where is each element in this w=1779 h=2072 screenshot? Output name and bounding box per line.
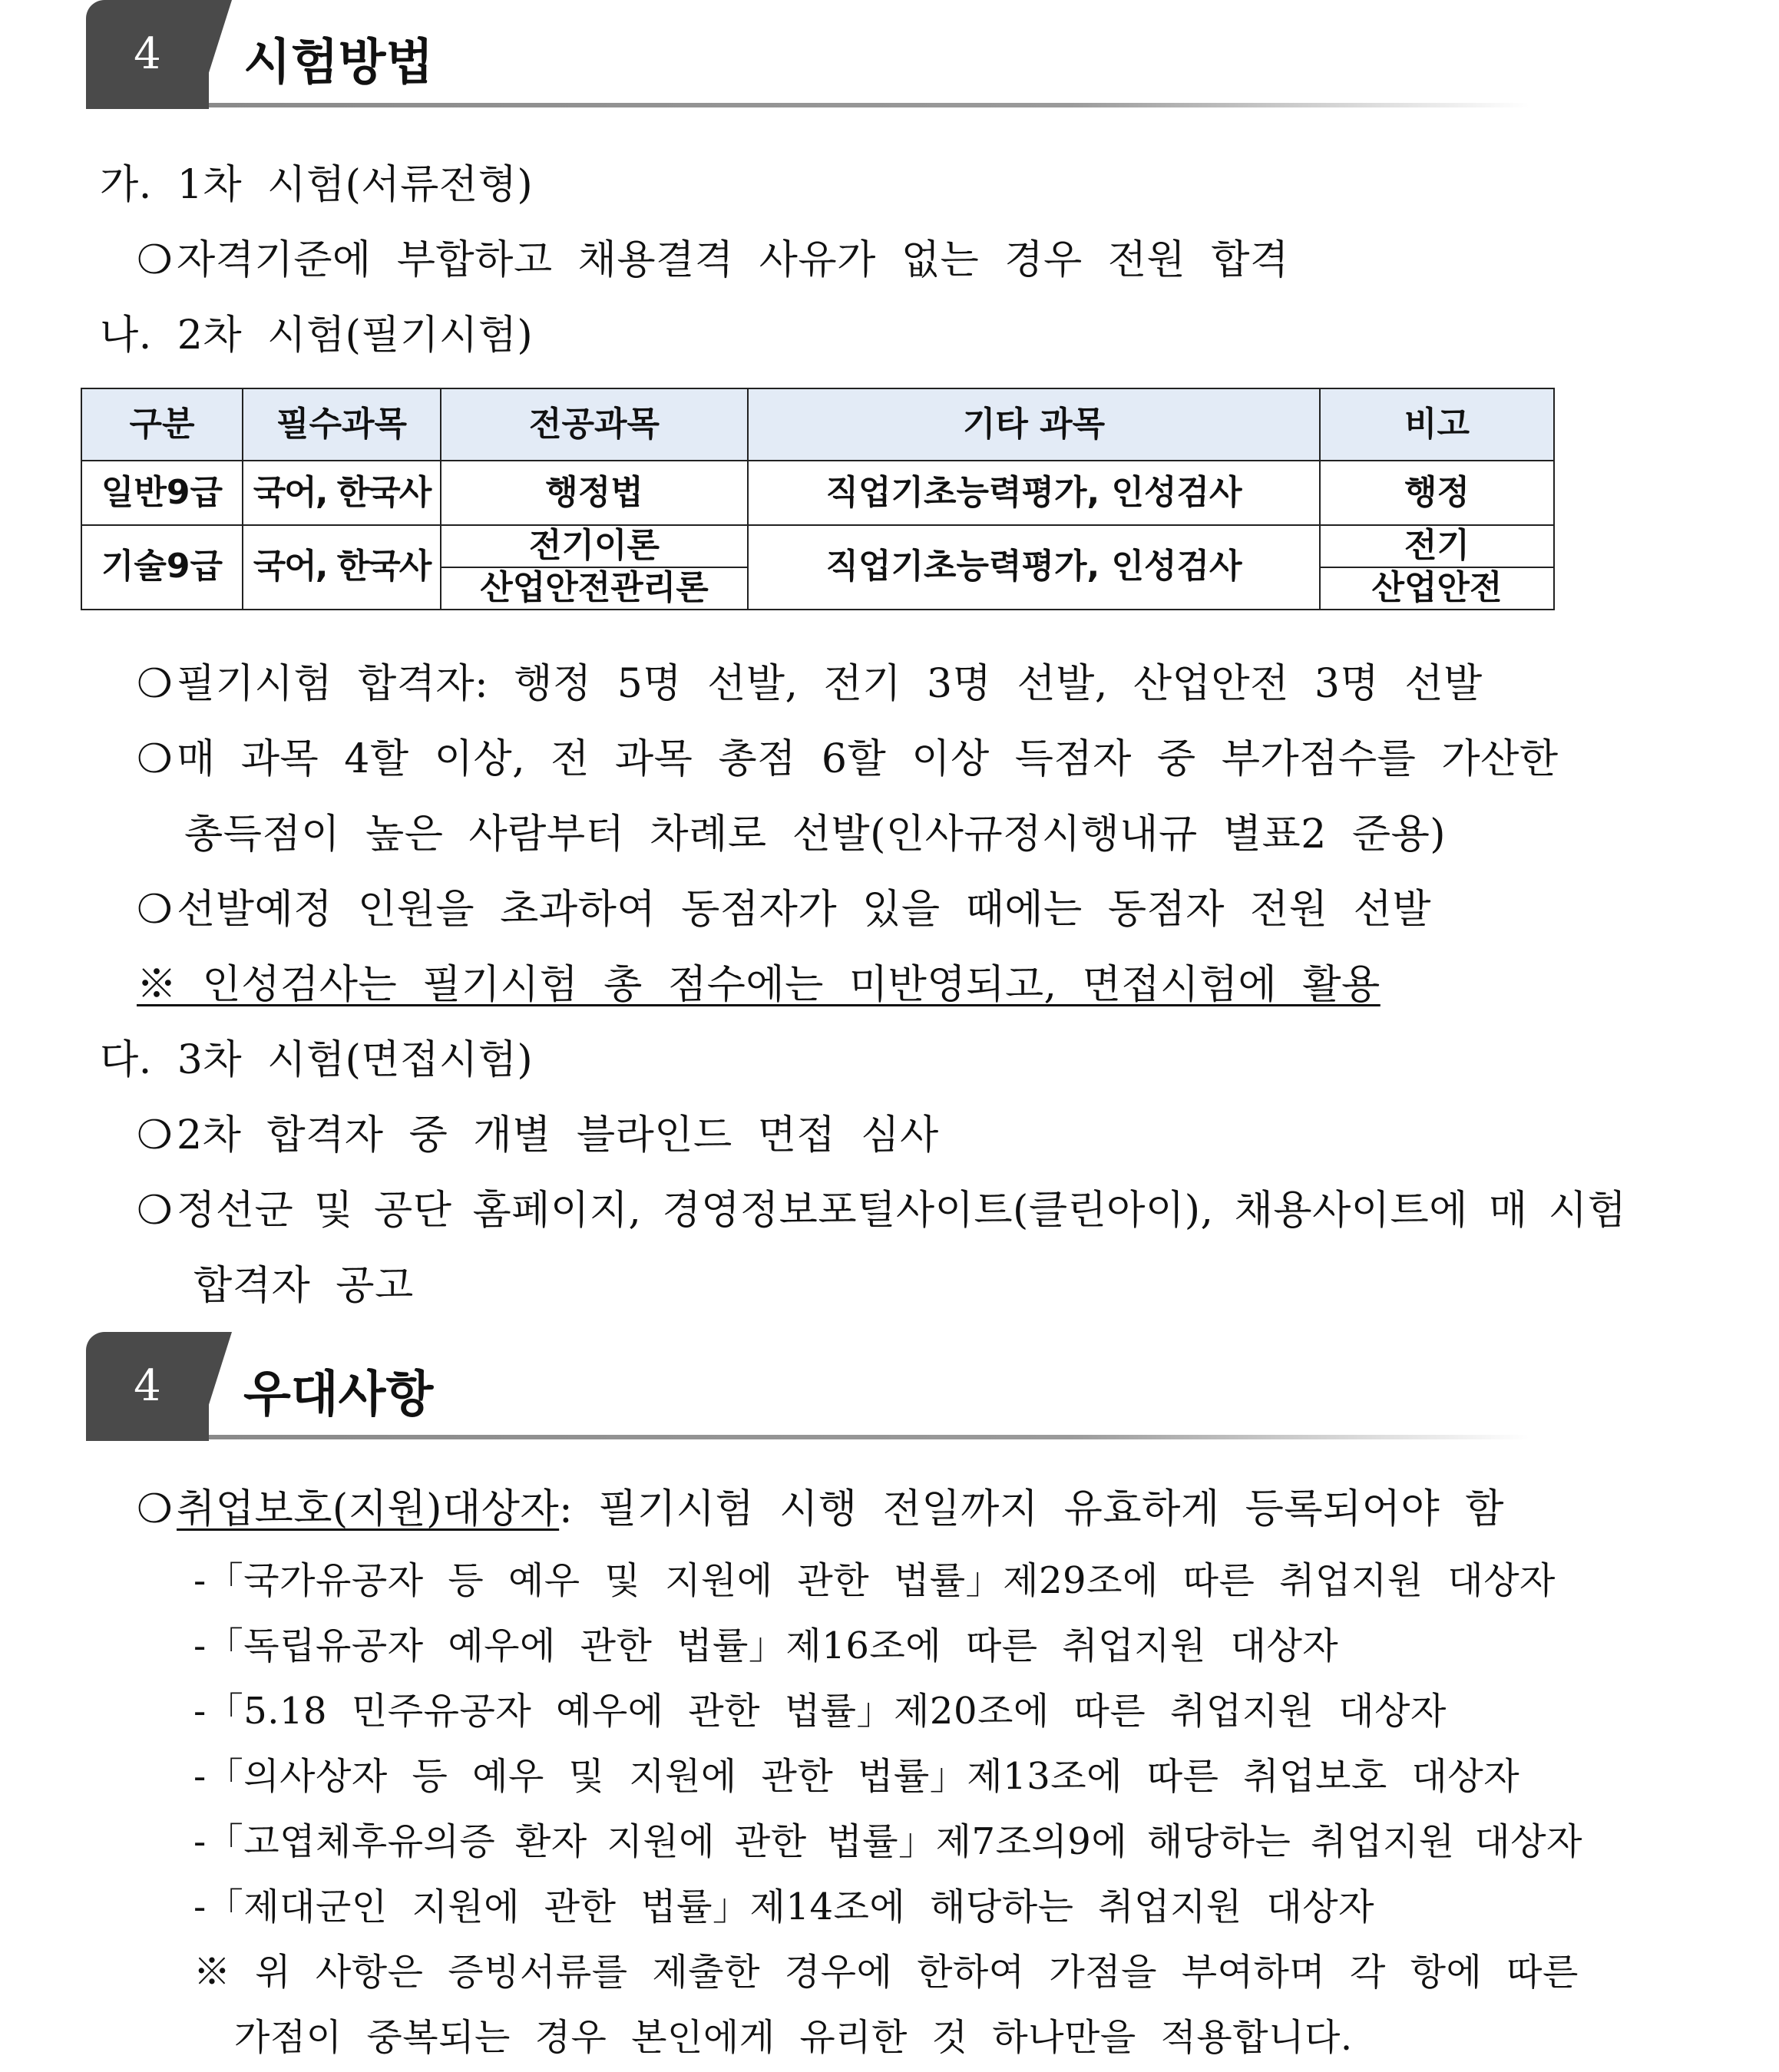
exam1-bullet-text: 자격기준에 부합하고 채용결격 사유가 없는 경우 전원 합격 bbox=[177, 237, 1289, 283]
table-cell: 전기 bbox=[1320, 525, 1554, 567]
table-header-cell: 필수과목 bbox=[243, 388, 441, 461]
table-header-row bbox=[81, 388, 1554, 461]
table-header-cell: 구분 bbox=[81, 388, 243, 461]
bullet-icon: ❍ bbox=[137, 237, 174, 283]
table-header-cell: 기타 과목 bbox=[748, 388, 1320, 461]
table-header-cell: 비고 bbox=[1320, 388, 1554, 461]
exam3-heading: 다. 3차 시험(면접시험) bbox=[100, 1037, 534, 1083]
table-cell: 직업기초능력평가, 인성검사 bbox=[748, 461, 1320, 525]
exam2-bullet-3-text: 선발예정 인원을 초과하여 동점자가 있을 때에는 동점자 전원 선발 bbox=[177, 887, 1431, 933]
exam3-bullet-2 bbox=[137, 1178, 1626, 1235]
section-title: 시험방법 bbox=[243, 35, 434, 91]
list-item: -「국가유공자 등 예우 및 지원에 관한 법률」제29조에 따른 취업지원 대상자 bbox=[193, 1559, 1556, 1602]
exam2-bullet-2-text: 매 과목 4할 이상, 전 과목 총점 6할 이상 득점자 중 부가점수를 가산한 bbox=[177, 736, 1559, 782]
exam3-bullet-1-text: 2차 합격자 중 개별 블라인드 면접 심사 bbox=[177, 1112, 939, 1158]
table-cell: 산업안전관리론 bbox=[441, 567, 748, 610]
exam1-heading: 가. 1차 시험(서류전형) bbox=[100, 162, 534, 208]
bullet-icon: ❍ bbox=[137, 887, 174, 933]
written-exam-table bbox=[81, 388, 1555, 610]
exam2-note: ※ 인성검사는 필기시험 총 점수에는 미반영되고, 면접시험에 활용 bbox=[137, 962, 1381, 1008]
bullet-icon: ❍ bbox=[137, 736, 174, 782]
section-number: 4 bbox=[134, 1361, 161, 1411]
exam2-heading: 나. 2차 시험(필기시험) bbox=[100, 312, 534, 359]
table-cell: 국어, 한국사 bbox=[243, 525, 441, 610]
bullet-icon: ❍ bbox=[137, 1188, 174, 1234]
section-number: 4 bbox=[134, 29, 161, 79]
preference-bullet-label: 취업보호(지원)대상자 bbox=[177, 1486, 560, 1532]
table-row bbox=[81, 461, 1554, 525]
bullet-icon: ❍ bbox=[137, 1486, 174, 1532]
table-cell: 산업안전 bbox=[1320, 567, 1554, 610]
exam2-bullet-2-cont: 총득점이 높은 사람부터 차례로 선발(인사규정시행내규 별표2 준용) bbox=[184, 811, 1447, 858]
list-item: -「제대군인 지원에 관한 법률」제14조에 해당하는 취업지원 대상자 bbox=[193, 1885, 1375, 1928]
table-cell: 기술9급 bbox=[81, 525, 243, 610]
preference-bullet bbox=[137, 1476, 1504, 1534]
table-cell: 행정법 bbox=[441, 461, 748, 525]
preference-note: ※ 위 사항은 증빙서류를 제출한 경우에 한하여 가점을 부여하며 각 항에 따른 bbox=[193, 1951, 1579, 1994]
list-item: -「독립유공자 예우에 관한 법률」제16조에 따른 취업지원 대상자 bbox=[193, 1624, 1339, 1667]
exam2-bullet-1 bbox=[137, 651, 1483, 709]
table-cell: 직업기초능력평가, 인성검사 bbox=[748, 525, 1320, 610]
section-header-exam-method bbox=[86, 0, 1529, 111]
section-header-preference bbox=[86, 1332, 1529, 1443]
table-cell: 일반9급 bbox=[81, 461, 243, 525]
bullet-icon: ❍ bbox=[137, 661, 174, 707]
exam2-bullet-1-text: 필기시험 합격자: 행정 5명 선발, 전기 3명 선발, 산업안전 3명 선발 bbox=[177, 661, 1483, 707]
table-cell: 전기이론 bbox=[441, 525, 748, 567]
list-item: -「고엽체후유의증 환자 지원에 관한 법률」제7조의9에 해당하는 취업지원 대상자 bbox=[193, 1820, 1583, 1863]
list-item: -「의사상자 등 예우 및 지원에 관한 법률」제13조에 따른 취업보호 대상자 bbox=[193, 1755, 1520, 1798]
exam2-bullet-3 bbox=[137, 877, 1431, 934]
preference-bullet-text: : 필기시험 시행 전일까지 유효하게 등록되어야 함 bbox=[559, 1486, 1505, 1532]
table-header-cell: 전공과목 bbox=[441, 388, 748, 461]
table-cell: 행정 bbox=[1320, 461, 1554, 525]
section-divider bbox=[209, 1435, 1529, 1439]
bullet-icon: ❍ bbox=[137, 1112, 174, 1158]
table-cell: 국어, 한국사 bbox=[243, 461, 441, 525]
exam3-bullet-1 bbox=[137, 1102, 939, 1160]
section-divider bbox=[209, 103, 1529, 107]
exam2-bullet-2 bbox=[137, 726, 1559, 784]
exam1-bullet bbox=[137, 227, 1289, 285]
exam3-bullet-2-cont: 합격자 공고 bbox=[193, 1263, 414, 1309]
exam3-bullet-2-text: 정선군 및 공단 홈페이지, 경영정보포털사이트(클린아이), 채용사이트에 매 시험 bbox=[177, 1188, 1627, 1234]
list-item: -「5.18 민주유공자 예우에 관한 법률」제20조에 따른 취업지원 대상자 bbox=[193, 1690, 1447, 1733]
table-row bbox=[81, 525, 1554, 567]
section-title: 우대사항 bbox=[243, 1366, 434, 1423]
preference-note-cont: 가점이 중복되는 경우 본인에게 유리한 것 하나만을 적용합니다. bbox=[234, 2016, 1353, 2059]
